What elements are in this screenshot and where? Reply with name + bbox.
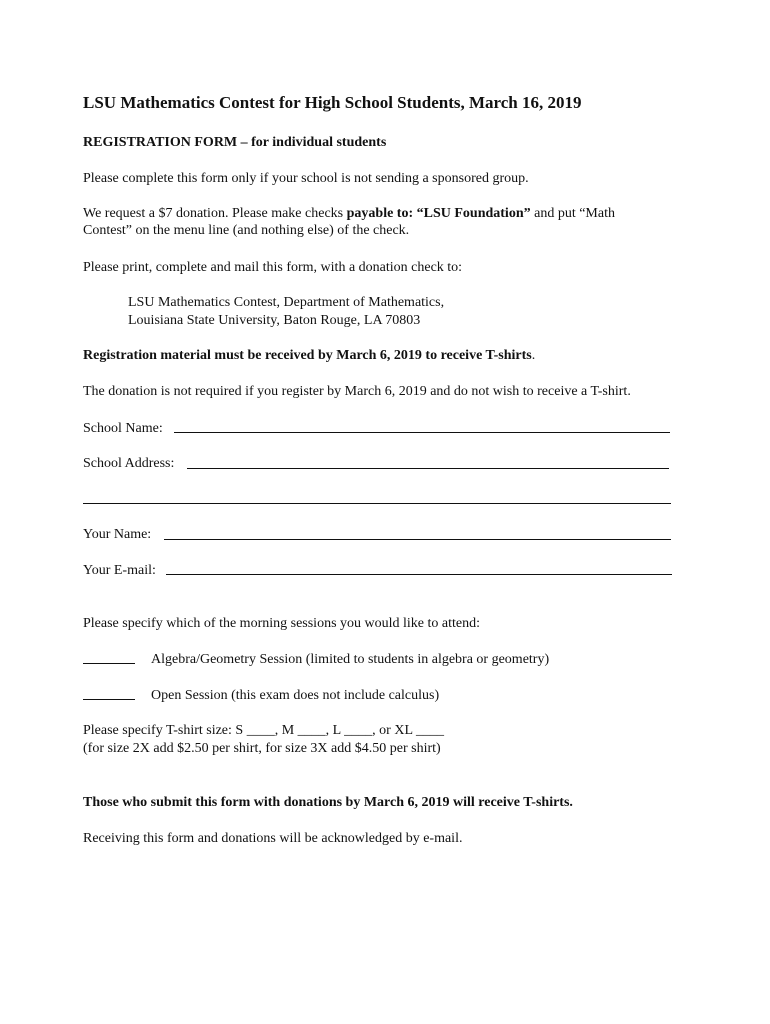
tshirt-size-text: Please specify T-shirt size: S ____, M ____, L ____, or XL ____ xyxy=(83,723,444,738)
donation-text-line2: Contest” on the menu line (and nothing else) of the check. xyxy=(83,223,410,238)
deadline-bold: Registration material must be received by March 6, 2019 to receive T-shirts xyxy=(83,348,532,363)
deadline-text xyxy=(83,347,535,364)
address-line-2: Louisiana State University, Baton Rouge, LA 70803 xyxy=(128,313,421,328)
donation-text xyxy=(83,205,615,222)
payable-to: payable to: “LSU Foundation” xyxy=(346,206,531,221)
your-email-field[interactable] xyxy=(166,574,672,575)
submit-note: Those who submit this form with donations by March 6, 2019 will receive T-shirts. xyxy=(83,795,573,810)
page-title: LSU Mathematics Contest for High School Students, March 16, 2019 xyxy=(83,93,582,112)
your-name-label: Your Name: xyxy=(83,527,152,542)
school-address-field[interactable] xyxy=(187,468,669,469)
donation-note: The donation is not required if you register by March 6, 2019 and do not wish to receive a T-shirt. xyxy=(83,384,631,399)
school-address-label: School Address: xyxy=(83,456,175,471)
intro-text: Please complete this form only if your school is not sending a sponsored group. xyxy=(83,171,529,186)
algebra-session-blank[interactable] xyxy=(83,663,135,664)
sessions-prompt: Please specify which of the morning sessions you would like to attend: xyxy=(83,616,480,631)
form-subtitle: REGISTRATION FORM – for individual students xyxy=(83,135,387,150)
open-session-blank[interactable] xyxy=(83,699,135,700)
acknowledgement-note: Receiving this form and donations will be acknowledged by e-mail. xyxy=(83,831,463,846)
open-session-label: Open Session (this exam does not include calculus) xyxy=(151,688,440,703)
your-name-field[interactable] xyxy=(164,539,671,540)
deadline-end: . xyxy=(531,348,536,363)
your-email-label: Your E-mail: xyxy=(83,563,156,578)
school-name-field[interactable] xyxy=(174,432,670,433)
algebra-session-label: Algebra/Geometry Session (limited to students in algebra or geometry) xyxy=(151,652,550,667)
school-address-field-2[interactable] xyxy=(83,503,671,504)
mail-instruction: Please print, complete and mail this form, with a donation check to: xyxy=(83,260,463,275)
address-line-1: LSU Mathematics Contest, Department of Mathematics, xyxy=(128,295,445,310)
donation-part1: We request a $7 donation. Please make checks xyxy=(83,206,347,221)
school-name-label: School Name: xyxy=(83,421,163,436)
donation-part2: and put “Math xyxy=(530,206,615,221)
tshirt-price-note: (for size 2X add $2.50 per shirt, for size 3X add $4.50 per shirt) xyxy=(83,741,441,756)
